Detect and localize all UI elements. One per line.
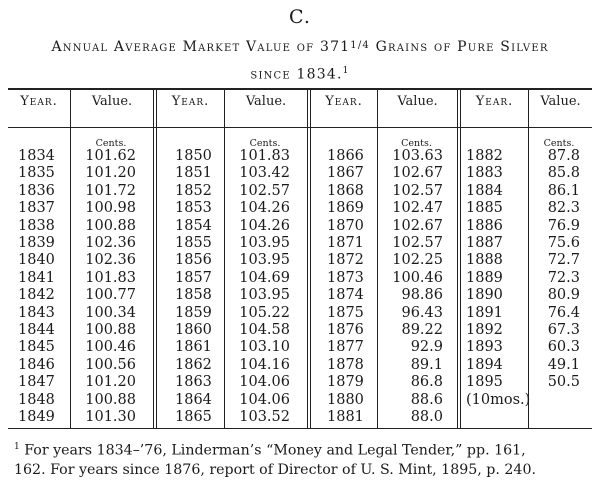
- value-cell: 104.16: [239, 356, 290, 373]
- year-cell: 1893: [466, 339, 503, 356]
- year-cell: 1890: [466, 287, 503, 304]
- year-cell: 1844: [18, 322, 55, 339]
- value-cell: 102.36: [85, 252, 136, 269]
- year-cell: 1883: [466, 165, 503, 182]
- year-cell: 1853: [175, 200, 212, 217]
- value-column: [531, 148, 580, 392]
- year-cell: 1841: [18, 269, 55, 286]
- value-column: [78, 148, 136, 427]
- year-cell: 1861: [175, 339, 212, 356]
- year-cell: 1891: [466, 304, 503, 321]
- value-cell: 104.69: [239, 269, 290, 286]
- value-cell: 49.1: [547, 356, 580, 373]
- year-cell: 1879: [327, 374, 364, 391]
- year-cell: 1856: [175, 252, 212, 269]
- table-top-rule: [8, 88, 592, 90]
- table-bottom-rule: [8, 428, 592, 429]
- value-cell: 89.22: [401, 322, 443, 339]
- year-cell: 1858: [175, 287, 212, 304]
- value-cell: 86.8: [410, 374, 443, 391]
- cents-label: Cents.: [543, 138, 575, 149]
- year-cell: 1872: [327, 252, 364, 269]
- value-cell: 103.52: [239, 409, 290, 426]
- year-cell: 1860: [175, 322, 212, 339]
- value-cell: 86.1: [547, 182, 580, 199]
- value-cell: 103.10: [239, 339, 290, 356]
- year-column: [327, 148, 364, 427]
- year-cell: 1870: [327, 217, 364, 234]
- value-cell: 100.88: [85, 391, 136, 408]
- year-cell: 1857: [175, 269, 212, 286]
- value-cell: 50.5: [547, 374, 580, 391]
- year-cell: 1850: [175, 148, 212, 164]
- header-year: Year.: [475, 94, 514, 109]
- value-cell: 102.25: [392, 252, 443, 269]
- year-cell: 1882: [466, 148, 503, 164]
- value-cell: 101.83: [85, 269, 136, 286]
- year-cell: 1848: [18, 391, 55, 408]
- value-cell: 103.42: [239, 165, 290, 182]
- value-cell: 102.57: [392, 182, 443, 199]
- year-cell: 1837: [18, 200, 55, 217]
- value-cell: 67.3: [547, 322, 580, 339]
- value-cell: 88.6: [410, 391, 443, 408]
- year-cell: 1888: [466, 252, 503, 269]
- year-cell: 1838: [18, 217, 55, 234]
- year-cell: 1871: [327, 235, 364, 252]
- year-cell: 1839: [18, 235, 55, 252]
- header-year: Year.: [171, 94, 210, 109]
- value-cell: 76.4: [547, 304, 580, 321]
- table-title: [10, 34, 590, 87]
- value-cell: 85.8: [547, 165, 580, 182]
- value-cell: 101.72: [85, 182, 136, 199]
- value-cell: 100.77: [85, 287, 136, 304]
- value-cell: 102.57: [392, 235, 443, 252]
- value-cell: 82.3: [547, 200, 580, 217]
- value-cell: 102.36: [85, 235, 136, 252]
- year-cell: 1835: [18, 165, 55, 182]
- value-cell: 100.46: [85, 339, 136, 356]
- value-cell: 100.88: [85, 322, 136, 339]
- cents-label: Cents.: [249, 138, 281, 149]
- header-value: Value.: [91, 94, 133, 109]
- year-cell: 1889: [466, 269, 503, 286]
- value-cell: 98.86: [401, 287, 443, 304]
- year-cell: 1865: [175, 409, 212, 426]
- group-rule: [457, 90, 458, 428]
- year-cell: 1842: [18, 287, 55, 304]
- year-cell: 1847: [18, 374, 55, 391]
- value-cell: 102.47: [392, 200, 443, 217]
- year-cell: 1874: [327, 287, 364, 304]
- value-cell: 103.95: [239, 235, 290, 252]
- year-cell: 1884: [466, 182, 503, 199]
- value-cell: 60.3: [547, 339, 580, 356]
- cents-label: Cents.: [401, 138, 432, 149]
- group-rule: [153, 90, 154, 428]
- cents-label: Cents.: [95, 138, 127, 149]
- value-cell: 102.67: [392, 217, 443, 234]
- year-cell: 1875: [327, 304, 364, 321]
- year-cell: 1866: [327, 148, 364, 164]
- value-cell: 101.30: [85, 409, 136, 426]
- year-cell: 1867: [327, 165, 364, 182]
- year-cell: 1852: [175, 182, 212, 199]
- value-cell: 80.9: [547, 287, 580, 304]
- year-cell: 1836: [18, 182, 55, 199]
- value-cell: 102.57: [239, 182, 290, 199]
- value-cell: 100.88: [85, 217, 136, 234]
- year-column: [466, 148, 530, 409]
- year-cell: 1863: [175, 374, 212, 391]
- year-cell: 1834: [18, 148, 55, 164]
- section-letter: C.: [289, 6, 311, 28]
- year-cell: 1868: [327, 182, 364, 199]
- footnote-line-1: $^1$ For years 1834–’76, Linderman’s “Money and Legal Tender,” pp. 161,: [14, 442, 526, 459]
- year-cell: 1876: [327, 322, 364, 339]
- value-cell: 103.95: [239, 252, 290, 269]
- year-cell: 1878: [327, 356, 364, 373]
- year-cell: 1880: [327, 391, 364, 408]
- header-rule: [8, 127, 592, 128]
- value-cell: 103.63: [392, 148, 443, 164]
- value-cell: 101.62: [85, 148, 136, 164]
- value-column: [385, 148, 443, 427]
- year-cell: 1873: [327, 269, 364, 286]
- value-cell: 100.46: [392, 269, 443, 286]
- year-cell: 1845: [18, 339, 55, 356]
- group-rule: [460, 90, 461, 428]
- header-year: Year.: [20, 94, 58, 109]
- group-rule: [156, 90, 157, 428]
- value-cell: 76.9: [547, 217, 580, 234]
- value-cell: 102.67: [392, 165, 443, 182]
- value-cell: 100.56: [85, 356, 136, 373]
- year-cell: 1849: [18, 409, 55, 426]
- year-cell: 1859: [175, 304, 212, 321]
- value-cell: 87.8: [547, 148, 580, 164]
- year-cell: 1881: [327, 409, 364, 426]
- value-cell: 72.7: [547, 252, 580, 269]
- year-column: [175, 148, 212, 427]
- value-cell: 88.0: [410, 409, 443, 426]
- footnote-mark: 1: [14, 442, 20, 452]
- year-cell: 1843: [18, 304, 55, 321]
- title-line-2: since 1834.$^1$: [250, 66, 350, 83]
- year-cell: 1877: [327, 339, 364, 356]
- footnote-line-2: 162. For years since 1876, report of Director of U. S. Mint, 1895, p. 240.: [14, 462, 536, 478]
- header-value: Value.: [397, 94, 438, 109]
- value-cell: 75.6: [547, 235, 580, 252]
- year-cell: 1887: [466, 235, 503, 252]
- value-cell: 105.22: [239, 304, 290, 321]
- value-cell: 96.43: [401, 304, 443, 321]
- year-cell: 1846: [18, 356, 55, 373]
- year-cell: 1892: [466, 322, 503, 339]
- year-cell: 1895: [466, 374, 503, 391]
- group-rule: [310, 90, 311, 428]
- year-column: [18, 148, 55, 427]
- year-cell: 1855: [175, 235, 212, 252]
- value-cell: 104.06: [239, 374, 290, 391]
- value-cell: 89.1: [410, 356, 443, 373]
- title-fraction: 1/4: [350, 40, 370, 51]
- header-value: Value.: [245, 94, 287, 109]
- group-rule: [307, 90, 308, 428]
- value-cell: 101.20: [85, 374, 136, 391]
- year-cell: 1851: [175, 165, 212, 182]
- title-footnote-mark: 1: [342, 66, 350, 76]
- value-cell: 101.83: [239, 148, 290, 164]
- year-cell: 1840: [18, 252, 55, 269]
- title-line-1: Annual Average Market Value of $371^{1/4}$ Grains of Pure Silver: [51, 39, 549, 55]
- header-year: Year.: [325, 94, 363, 109]
- value-cell: 100.34: [85, 304, 136, 321]
- year-cell: (10mos.): [466, 391, 531, 408]
- year-cell: 1894: [466, 356, 503, 373]
- value-cell: 72.3: [547, 269, 580, 286]
- value-cell: 103.95: [239, 287, 290, 304]
- value-cell: 104.26: [239, 217, 290, 234]
- value-cell: 104.06: [239, 391, 290, 408]
- year-cell: 1869: [327, 200, 364, 217]
- year-cell: 1864: [175, 391, 212, 408]
- year-cell: 1886: [466, 217, 503, 234]
- value-column: [232, 148, 290, 427]
- header-value: Value.: [540, 94, 581, 109]
- year-cell: 1885: [466, 200, 503, 217]
- value-cell: 92.9: [410, 339, 443, 356]
- value-cell: 101.20: [85, 165, 136, 182]
- value-cell: 100.98: [85, 200, 136, 217]
- year-cell: 1862: [175, 356, 212, 373]
- year-cell: 1854: [175, 217, 212, 234]
- value-cell: 104.58: [239, 322, 290, 339]
- value-cell: 104.26: [239, 200, 290, 217]
